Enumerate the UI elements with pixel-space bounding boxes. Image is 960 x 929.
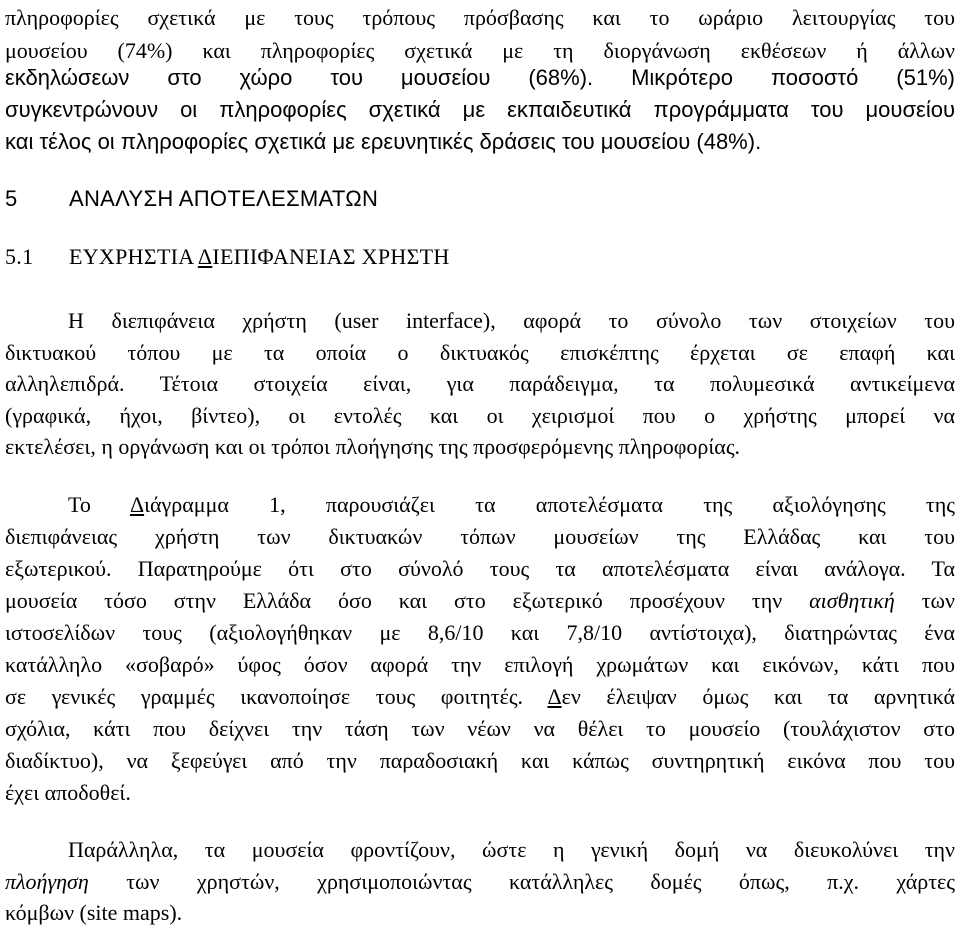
subsection-number: 5.1 <box>5 244 34 269</box>
section-heading <box>5 183 378 215</box>
subsection-title-part2: ΙΕΠΙΦΑΝΕΙΑΣ ΧΡΗΣΤΗ <box>212 244 450 269</box>
p3-line-2-text: των χρηστών, χρησιμοποιώντας κατάλληλες δομές όπως, π.χ. χάρτες <box>88 869 955 894</box>
p2-line-2: διεπιφάνειας χρήστη των δικτυακών τόπων μουσείων της Ελλάδας και του <box>5 524 955 549</box>
intro-line-4: συγκεντρώνουν οι πληροφορίες σχετικά με εκπαιδευτικά προγράμματα του μουσείου <box>5 97 955 122</box>
diagram-ref-rest: ιάγραμμα 1 <box>144 492 281 517</box>
p2-line-5: ιστοσελίδων τους (αξιολογήθηκαν με 8,6/10 και 7,8/10 αντίστοιχα), διατηρώντας ένα <box>5 620 955 645</box>
p1-line-4: (γραφικά, ήχοι, βίντεο), οι εντολές και οι χειρισμοί που ο χρήστης μπορεί να <box>5 403 955 428</box>
p2-line-3: εξωτερικού. Παρατηρούμε ότι στο σύνολό τους τα αποτελέσματα είναι ανάλογα. Τα <box>5 556 955 581</box>
p3-line-2 <box>5 866 955 898</box>
p2-line-6: κατάλληλο «σοβαρό» ύφος όσον αφορά την επιλογή χρωμάτων και εικόνων, κάτι που <box>5 652 955 677</box>
p2-line-10: έχει αποδοθεί. <box>5 780 131 805</box>
p1-line-1: Η διεπιφάνεια χρήστη (user interface), αφορά το σύνολο των στοιχείων του <box>68 308 955 333</box>
intro-line-2: μουσείου (74%) και πληροφορίες σχετικά με τη διοργάνωση εκθέσεων ή άλλων <box>5 38 955 63</box>
p2-line-8: σχόλια, κάτι που δείχνει την τάση των νέων να θέλει το μουσείο (τουλάχιστον στο <box>5 716 955 741</box>
diagram-ref-underlined: Δ <box>129 492 145 517</box>
intro-line-5: και τέλος οι πληροφορίες σχετικά με ερευνητικές δράσεις του μουσείου (48%). <box>5 129 762 154</box>
p2-line-1 <box>68 489 955 521</box>
subsection-heading <box>5 241 450 273</box>
p2-line-7 <box>5 681 955 713</box>
intro-line-1: πληροφορίες σχετικά με τους τρόπους πρόσβασης και το ωράριο λειτουργίας του <box>5 5 955 30</box>
p2-line-7-text-b: εν έλειψαν όμως και τα αρνητικά <box>561 684 956 709</box>
p2-line-1-text-a: Το <box>68 492 130 517</box>
p2-line-4 <box>5 585 955 617</box>
subsection-title-underlined: Δ <box>197 244 213 269</box>
p2-line-4-emphasis: αισθητική <box>809 588 895 613</box>
intro-line-3: εκδηλώσεων στο χώρο του μουσείου (68%). Μικρότερο ποσοστό (51%) <box>5 65 955 90</box>
p1-line-2: δικτυακού τόπου με τα οποία ο δικτυακός επισκέπτης έρχεται σε επαφή και <box>5 340 955 365</box>
p1-line-5: εκτελέσει, η οργάνωση και οι τρόποι πλοήγησης της προσφερόμενης πληροφορίας. <box>5 434 741 459</box>
p2-line-7-text-a: σε γενικές γραμμές ικανοποίησε τους φοιτητές. <box>5 684 548 709</box>
diagram-1-reference <box>130 492 280 517</box>
subsection-title-part1: ΕΥΧΡΗΣΤΙΑ <box>69 244 198 269</box>
section-title: ΑΝΑΛΥΣΗ ΑΠΟΤΕΛΕΣΜΑΤΩΝ <box>69 186 379 211</box>
p2-line-4-text-b: των <box>894 588 955 613</box>
p2-line-7-underlined: Δ <box>547 684 562 709</box>
p3-line-1: Παράλληλα, τα μουσεία φροντίζουν, ώστε η γενική δομή να διευκολύνει την <box>68 837 955 862</box>
p2-line-1-text-b: , παρουσιάζει τα αποτελέσματα της αξιολόγησης της <box>280 492 955 517</box>
p2-line-4-text-a: μουσεία τόσο στην Ελλάδα όσο και στο εξωτερικό προσέχουν την <box>5 588 810 613</box>
p2-line-9: διαδίκτυο), να ξεφεύγει από την παραδοσιακή και κάπως συντηρητική εικόνα που του <box>5 748 955 773</box>
p1-line-3: αλληλεπιδρά. Τέτοια στοιχεία είναι, για παράδειγμα, τα πολυμεσικά αντικείμενα <box>5 371 955 396</box>
p3-line-2-emphasis: πλοήγηση <box>5 869 89 894</box>
p3-line-3: κόμβων (site maps). <box>5 900 183 925</box>
section-number: 5 <box>5 186 18 211</box>
